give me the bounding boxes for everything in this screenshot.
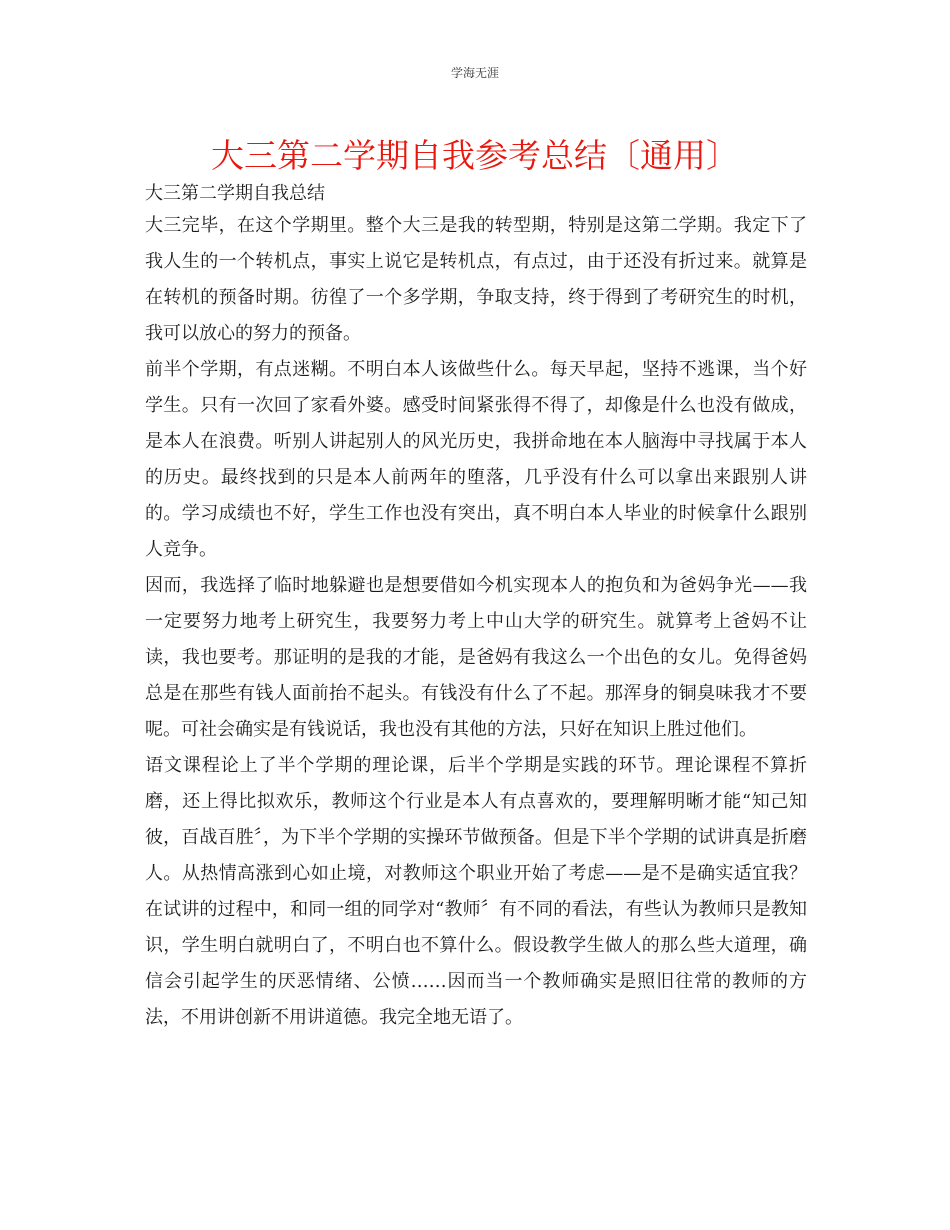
- document-body: [145, 178, 807, 1036]
- paragraph-3: 因而，我选择了临时地躲避也是想要借如今机实现本人的抱负和为爸妈争光——我一定要努力地考上研究生，我要努力考上中山大学的研究生。就算考上爸妈不让读，我也要考。那证明的是我的才能，是爸妈有我这么一个出色的女儿。免得爸妈总是在那些有钱人面前抬不起头。有钱没有什么了不起。那浑身的铜臭味我才不要呢。可社会确实是有钱说话，我也没有其他的方法，只好在知识上胜过他们。: [145, 575, 807, 740]
- page-header-note: 学海无涯: [450, 66, 499, 80]
- paragraph-1: 大三完毕，在这个学期里。整个大三是我的转型期，特别是这第二学期。我定下了我人生的一个转机点，事实上说它是转机点，有点过，由于还没有折过来。就算是在转机的预备时期。彷徨了一个多学期，争取支持，终于得到了考研究生的时机，我可以放心的努力的预备。: [145, 215, 807, 344]
- document-subtitle: 大三第二学期自我总结: [145, 183, 325, 204]
- paragraph-4: 语文课程论上了半个学期的理论课，后半个学期是实践的环节。理论课程不算折磨，还上得比拟欢乐，教师这个行业是本人有点喜欢的，要理解明晰才能“知己知彼，百战百胜〞，为下半个学期的实操环节做预备。但是下半个学期的试讲真是折磨人。从热情高涨到心如止境，对教师这个职业开始了考虑——是不是确实适宜我？在试讲的过程中，和同一组的同学对“教师〞有不同的看法，有些认为教师只是教知识，学生明白就明白了，不明白也不算什么。假设教学生做人的那么些大道理，确信会引起学生的厌恶情绪、公愤……因而当一个教师确实是照旧往常的教师的方法，不用讲创新不用讲道德。我完全地无语了。: [145, 755, 807, 1028]
- document-title: 大三第二学期自我参考总结〔通用〕: [211, 136, 739, 175]
- paragraph-2: 前半个学期，有点迷糊。不明白本人该做些什么。每天早起，坚持不逃课，当个好学生。只有一次回了家看外婆。感受时间紧张得不得了，却像是什么也没有做成，是本人在浪费。听别人讲起别人的风光历史，我拼命地在本人脑海中寻找属于本人的历史。最终找到的只是本人前两年的堕落，几乎没有什么可以拿出来跟别人讲的。学习成绩也不好，学生工作也没有突出，真不明白本人毕业的时候拿什么跟别人竞争。: [145, 359, 807, 560]
